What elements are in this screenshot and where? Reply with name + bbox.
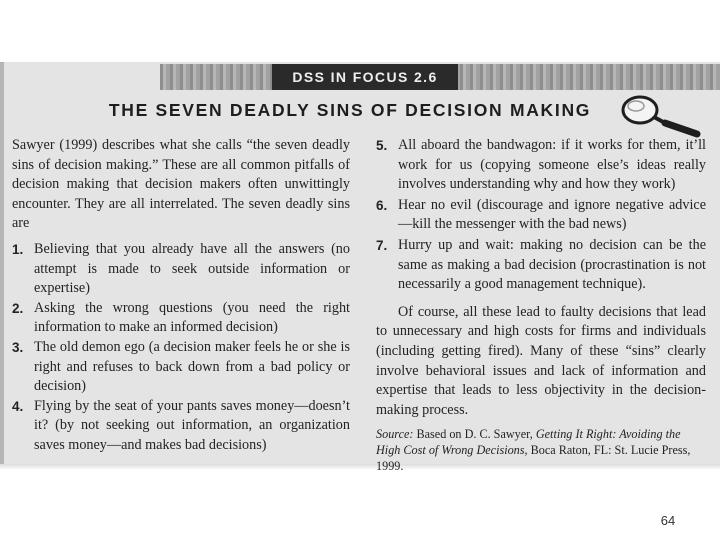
item-number: 7. [376, 237, 388, 253]
source-citation [376, 426, 706, 474]
list-item [12, 299, 350, 338]
sins-list-right [376, 136, 706, 295]
magnifying-glass-icon [621, 92, 701, 138]
list-item [12, 240, 350, 299]
source-label: Source: [376, 427, 414, 442]
list-item [12, 338, 350, 397]
sins-list-left [12, 240, 350, 456]
item-number: 3. [12, 339, 24, 355]
left-column [12, 136, 350, 456]
source-suffix: Boca Raton, FL: St. Lucie Press, 1999. [376, 443, 691, 474]
source-prefix: Based on D. C. Sawyer, [413, 427, 536, 442]
item-text: Hear no evil (discourage and ignore negative advice—kill the messenger with the bad news) [398, 196, 706, 233]
item-text: Flying by the seat of your pants saves money—doesn’t it? (by not seeking out information, an organization saves money—and makes bad decisions) [34, 397, 350, 453]
item-number: 5. [376, 138, 388, 153]
list-item [376, 196, 706, 235]
item-number: 4. [12, 398, 24, 414]
focus-banner: DSS IN FOCUS 2.6 [272, 64, 458, 90]
list-item [12, 397, 350, 456]
item-number: 6. [376, 197, 388, 213]
source-book-title: Getting It Right: Avoiding the High Cost of Wrong Decisions, [376, 427, 681, 458]
closing-paragraph: Of course, all these lead to faulty decisions that lead to unnecessary and high costs for firms and individuals (including getting fired). Many of these “sins” clearly involve behavioral issues and lack of information and expertise that leads to less objectivity in the decision-making process. [376, 303, 706, 418]
item-number: 1. [12, 241, 24, 257]
list-item [376, 136, 706, 195]
list-item [376, 236, 706, 295]
item-text: The old demon ego (a decision maker feels he or she is right and refuses to back down from a bad policy or decision) [34, 338, 350, 395]
page-number: 64 [660, 513, 676, 528]
intro-paragraph: Sawyer (1999) describes what she calls “the seven deadly sins of decision making.” These are all common pitfalls of decision making that decision makers often unwittingly encounter. They are all interrelated. The seven deadly sins are [12, 137, 350, 232]
scan-edge [0, 62, 4, 470]
item-text: Hurry up and wait: making no decision can be the same as making a bad decision (procrastination is not necessarily a good management technique). [398, 236, 706, 293]
item-number: 2. [12, 300, 24, 316]
item-text: All aboard the bandwagon: if it works for them, it’ll work for us (copying someone else’s ideas really involves understanding why and how they work) [398, 137, 706, 193]
item-text: Believing that you already have all the answers (no attempt is made to seek outside information or expertise) [34, 240, 350, 297]
right-column [376, 136, 706, 474]
item-text: Asking the wrong questions (you need the right information to make an informed decision) [34, 299, 350, 336]
page-title: THE SEVEN DEADLY SINS OF DECISION MAKING [108, 100, 592, 120]
